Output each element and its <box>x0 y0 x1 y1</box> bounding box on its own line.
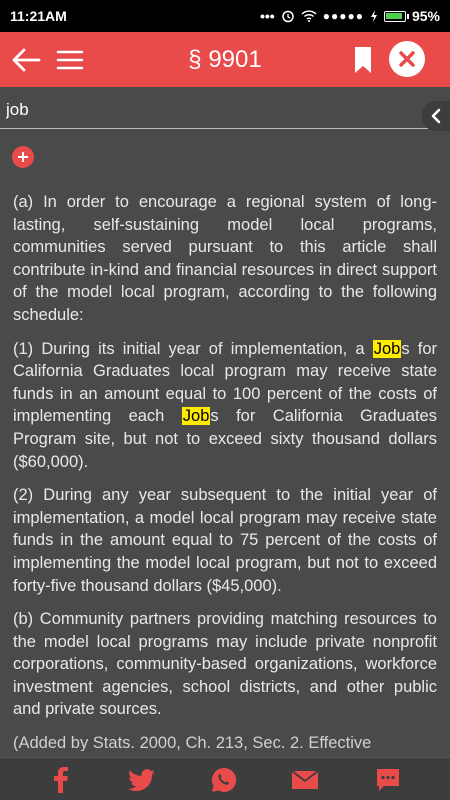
paragraph-1-text: s for California Graduates local program may receive state funds in an amount equal to 100 percent of the costs of implementing each <box>13 339 437 426</box>
whatsapp-icon <box>210 766 238 794</box>
wifi-icon <box>301 10 317 22</box>
paragraph-a: (a) In order to encourage a regional system of long-lasting, self-sustaining model local programs, communities served pursuant to this article shall contribute in-kind and financial resources in direct support of the model local program, according to the following schedule: <box>13 193 437 324</box>
paragraph-1-text: s for California Graduates Program site, but not to exceed sixty thousand dollars ($60,000). <box>13 407 437 471</box>
whatsapp-share-button[interactable] <box>207 764 241 796</box>
facebook-icon <box>53 767 69 793</box>
add-button[interactable] <box>12 146 34 168</box>
battery-fill <box>386 13 402 19</box>
app-bar <box>0 32 450 87</box>
paragraph-2: (2) During any year subsequent to the initial year of implementation, a model local program may receive state funds in the amount equal to 75 percent of the costs of implementing the model local program, but not to exceed forty-five thousand dollars ($45,000). <box>13 486 437 595</box>
menu-button[interactable] <box>54 42 86 78</box>
bookmark-button[interactable] <box>348 44 378 76</box>
page-title: § 9901 <box>188 46 262 73</box>
paragraph-1-text: (1) During its initial year of implementation, a <box>13 339 373 358</box>
search-highlight: Job <box>373 339 401 358</box>
status-indicators <box>260 8 440 24</box>
sms-icon <box>375 767 401 793</box>
twitter-share-button[interactable] <box>125 764 159 796</box>
close-icon <box>398 50 416 68</box>
email-icon <box>291 770 319 790</box>
status-time: 11:21AM <box>10 8 67 24</box>
notification-dots-icon: ••• <box>260 8 275 24</box>
sms-share-button[interactable] <box>371 764 405 796</box>
search-input[interactable] <box>6 95 426 125</box>
close-button[interactable] <box>389 41 425 77</box>
facebook-share-button[interactable] <box>44 764 78 796</box>
plus-icon <box>17 151 29 163</box>
alarm-icon <box>281 9 295 23</box>
arrow-left-icon <box>11 47 41 73</box>
search-highlight: Job <box>182 407 210 426</box>
history-note: (Added by Stats. 2000, Ch. 213, Sec. 2. Effective <box>13 734 372 751</box>
share-bar <box>0 757 450 800</box>
charging-icon <box>370 10 378 22</box>
paragraph-1 <box>13 338 437 474</box>
battery-icon <box>384 11 406 22</box>
chevron-left-icon <box>430 108 442 124</box>
search-underline <box>0 128 428 129</box>
status-bar <box>0 0 450 32</box>
section-text <box>13 191 437 751</box>
signal-strength-icon: ●●●●● <box>322 9 364 23</box>
battery-percent: 95% <box>411 8 440 24</box>
search-row <box>0 87 450 133</box>
back-button[interactable] <box>8 42 44 78</box>
hamburger-icon <box>56 49 84 71</box>
email-share-button[interactable] <box>288 764 322 796</box>
twitter-icon <box>128 769 156 792</box>
bookmark-icon <box>354 46 372 74</box>
paragraph-b: (b) Community partners providing matching resources to the model local programs may include private nonprofit corporations, community-based organizations, workforce investment agencies, school districts, and other public and private sources. <box>13 610 437 719</box>
collapse-search-button[interactable] <box>422 101 450 131</box>
